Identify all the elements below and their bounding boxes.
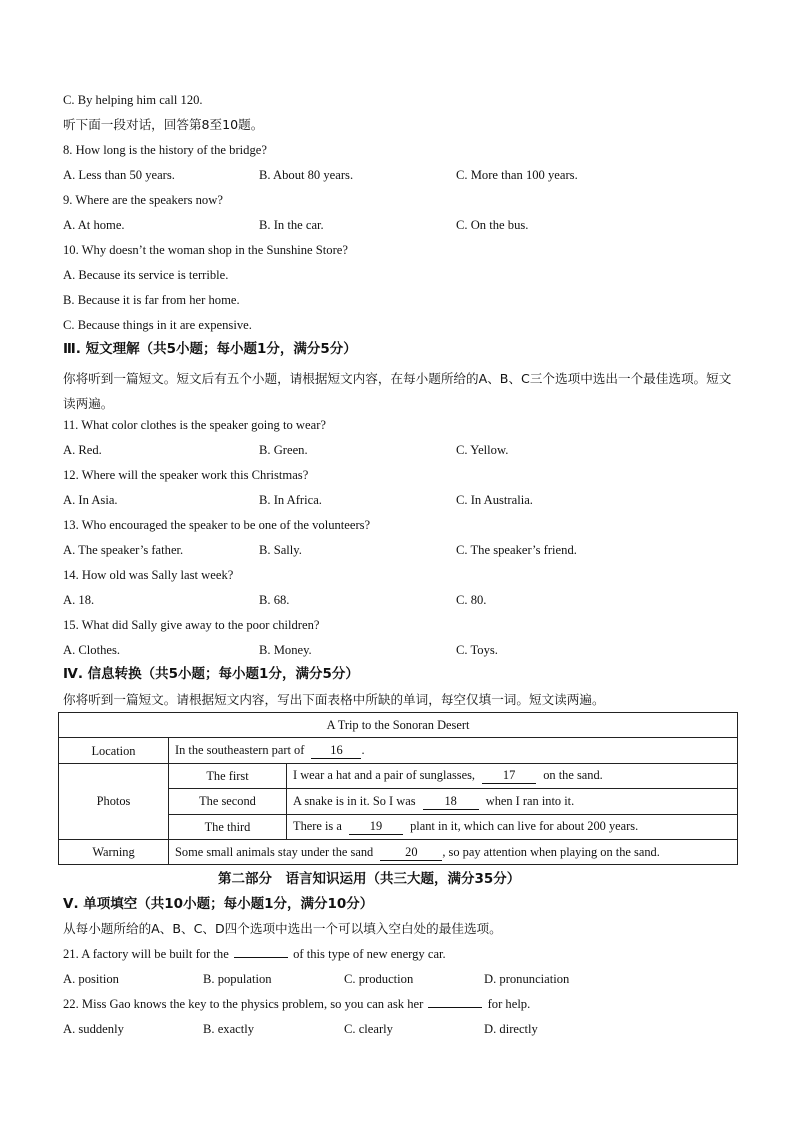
q10-option-c: C. Because things in it are expensive. [63, 318, 252, 332]
q9-option-c: C. On the bus. [456, 218, 529, 232]
q9-option-b: B. In the car. [259, 218, 324, 232]
q22-stem-pre: 22. Miss Gao knows the key to the physics problem, so you can ask her [63, 997, 424, 1011]
q21-stem-pre: 21. A factory will be built for the [63, 947, 229, 961]
blank-22[interactable] [428, 1007, 482, 1008]
q14-option-a: A. 18. [63, 593, 95, 607]
q14-option-b: B. 68. [259, 593, 290, 607]
q7-option-c: C. By helping him call 120. [63, 93, 203, 107]
q22-stem-post: for help. [487, 997, 531, 1011]
blank-21[interactable] [234, 957, 288, 958]
trip-info-table [58, 712, 738, 865]
q12-option-c: C. In Australia. [456, 493, 533, 507]
section5-instruction: 从每小题所给的A、B、C、D四个选项中选出一个可以填入空白处的最佳选项。 [63, 921, 502, 936]
section4-instruction: 你将听到一篇短文。请根据短文内容，写出下面表格中所缺的单词，每空仅填一词。短文读两遍。 [63, 692, 605, 707]
q11-option-b: B. Green. [259, 443, 308, 457]
q12-option-a: A. In Asia. [63, 493, 118, 507]
warning-label: Warning [59, 839, 169, 864]
location-cell [169, 738, 738, 763]
photo-second-text-post: when I ran into it. [485, 793, 575, 808]
q22-option-a: A. suddenly [63, 1022, 124, 1036]
q11-option-a: A. Red. [63, 443, 102, 457]
q13-option-a: A. The speaker’s father. [63, 543, 184, 557]
location-text: In the southeastern part of [175, 743, 305, 758]
q11-option-c: C. Yellow. [456, 443, 509, 457]
q8-option-c: C. More than 100 years. [456, 168, 578, 182]
blank-17[interactable]: 17 [482, 767, 536, 784]
warning-cell [169, 839, 738, 864]
section5-heading: Ⅴ. 单项填空（共10小题；每小题1分，满分10分） [63, 896, 374, 912]
photo-third-text-pre: There is a [293, 819, 342, 834]
q15-option-b: B. Money. [259, 643, 312, 657]
dialogue-instruction: 听下面一段对话，回答第8至10题。 [63, 117, 264, 132]
q12-option-b: B. In Africa. [259, 493, 322, 507]
photo-third-cell [287, 814, 738, 839]
q21-option-c: C. production [344, 972, 414, 986]
q9-option-a: A. At home. [63, 218, 125, 232]
section4-heading: Ⅳ. 信息转换（共5小题；每小题1分，满分5分） [63, 666, 359, 682]
q8-option-b: B. About 80 years. [259, 168, 354, 182]
photo-first-label: The first [169, 763, 287, 788]
photos-label: Photos [59, 763, 169, 839]
q11-stem: 11. What color clothes is the speaker going to wear? [63, 418, 326, 432]
q14-option-c: C. 80. [456, 593, 487, 607]
blank-19[interactable]: 19 [349, 818, 403, 835]
warning-text-post: , so pay attention when playing on the sand. [442, 844, 660, 859]
q21-option-a: A. position [63, 972, 119, 986]
photo-second-label: The second [169, 789, 287, 814]
q22-stem [63, 996, 530, 1012]
photo-third-text-post: plant in it, which can live for about 200 years. [410, 819, 639, 834]
blank-18[interactable]: 18 [423, 793, 479, 810]
photo-first-text-post: on the sand. [543, 768, 603, 783]
q10-option-a: A. Because its service is terrible. [63, 268, 229, 282]
q22-option-c: C. clearly [344, 1022, 393, 1036]
q8-stem: 8. How long is the history of the bridge? [63, 143, 267, 157]
q8-option-a: A. Less than 50 years. [63, 168, 175, 182]
q14-stem: 14. How old was Sally last week? [63, 568, 234, 582]
location-end: . [361, 743, 365, 758]
q10-option-b: B. Because it is far from her home. [63, 293, 240, 307]
location-label: Location [59, 738, 169, 763]
q13-option-b: B. Sally. [259, 543, 302, 557]
q21-option-b: B. population [203, 972, 272, 986]
section3-heading: Ⅲ. 短文理解（共5小题；每小题1分，满分5分） [63, 341, 357, 357]
photo-second-cell [287, 789, 738, 814]
q21-option-d: D. pronunciation [484, 972, 570, 986]
q9-stem: 9. Where are the speakers now? [63, 193, 223, 207]
q13-stem: 13. Who encouraged the speaker to be one of the volunteers? [63, 518, 371, 532]
photo-third-label: The third [169, 814, 287, 839]
part2-heading: 第二部分 语言知识运用（共三大题，满分35分） [218, 871, 521, 887]
q21-stem [63, 946, 446, 962]
q15-option-a: A. Clothes. [63, 643, 121, 657]
q13-option-c: C. The speaker’s friend. [456, 543, 577, 557]
blank-16[interactable]: 16 [311, 742, 361, 759]
q12-stem: 12. Where will the speaker work this Christmas? [63, 468, 309, 482]
photo-second-text-pre: A snake is in it. So I was [293, 793, 416, 808]
table-title: A Trip to the Sonoran Desert [59, 713, 738, 738]
q21-stem-post: of this type of new energy car. [293, 947, 446, 961]
q22-option-d: D. directly [484, 1022, 538, 1036]
q15-option-c: C. Toys. [456, 643, 498, 657]
q15-stem: 15. What did Sally give away to the poor children? [63, 618, 320, 632]
section3-instruction: 你将听到一篇短文。短文后有五个小题，请根据短文内容，在每小题所给的A、B、C三个选项中选出一个最佳选项。短文读两遍。 [63, 371, 732, 411]
warning-text-pre: Some small animals stay under the sand [175, 844, 374, 859]
blank-20[interactable]: 20 [380, 844, 442, 861]
q22-option-b: B. exactly [203, 1022, 255, 1036]
q10-stem: 10. Why doesn’t the woman shop in the Sunshine Store? [63, 243, 348, 257]
photo-first-text-pre: I wear a hat and a pair of sunglasses, [293, 768, 476, 783]
photo-first-cell [287, 763, 738, 788]
